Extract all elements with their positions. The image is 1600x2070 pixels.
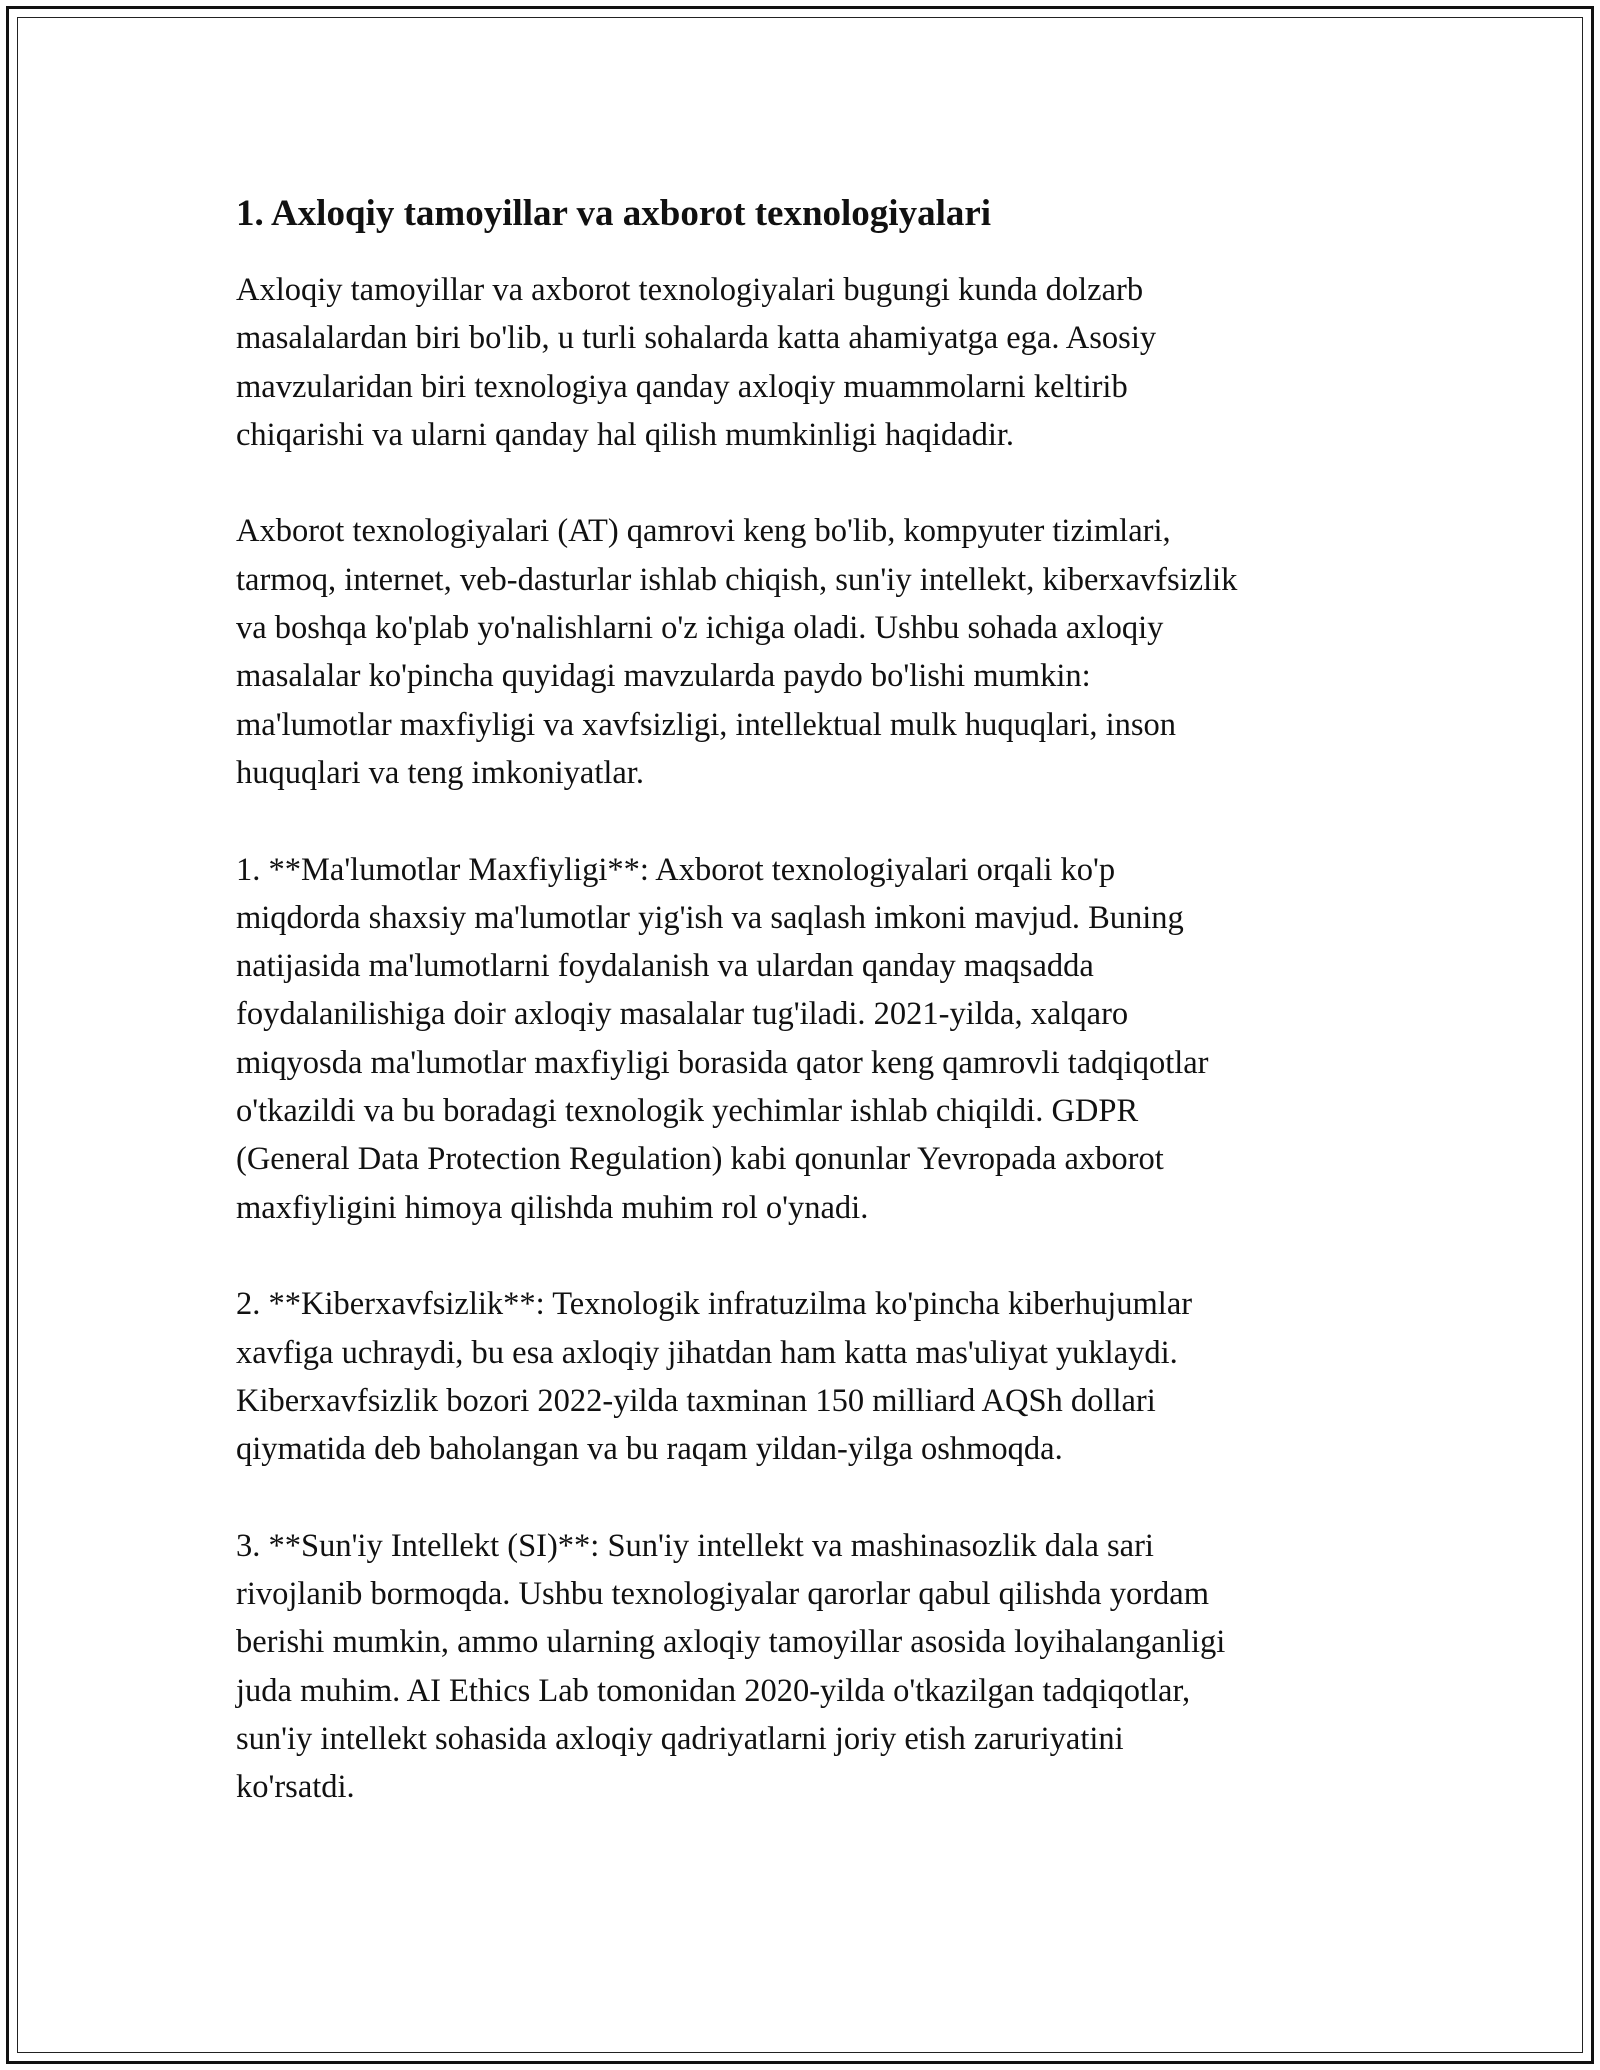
paragraph-cybersecurity: 2. **Kiberxavfsizlik**: Texnologik infratuzilma ko'pincha kiberhujumlar xavfiga uchraydi, bu esa axloqiy jihatdan ham katta mas'uliyat yuklaydi. Kiberxavfsizlik bozori 2022-yilda taxminan 150 milliard AQSh dollari qiymatida deb baholangan va bu raqam yildan-yilga oshmoqda. — [236, 1286, 1193, 1468]
section-title: 1. Axloqiy tamoyillar va axborot texnologiyalari — [236, 193, 992, 234]
document-body — [236, 184, 1376, 1860]
paragraph-it-scope: Axborot texnologiyalari (AT) qamrovi keng bo'lib, kompyuter tizimlari, tarmoq, internet, veb-dasturlar ishlab chiqish, sun'iy intellekt, kiberxavfsizlik va boshqa ko'plab yo'nalishlarni o'z ichiga oladi. Ushbu sohada axloqiy masalalar ko'pincha quyidagi mavzularda paydo bo'lishi mumkin: ma'lumotlar maxfiyligi va xavfsizligi, intellektual mulk huquqlari, inson huquqlari va teng imkoniyatlar. — [236, 513, 1238, 791]
paragraph-data-privacy: 1. **Ma'lumotlar Maxfiyligi**: Axborot texnologiyalari orqali ko'p miqdorda shaxsiy ma'lumotlar yig'ish va saqlash imkoni mavjud. Buning natijasida ma'lumotlarni foydalanish va ulardan qanday maqsadda foydalanilishiga doir axloqiy masalalar tug'iladi. 2021-yilda, xalqaro miqyosda ma'lumotlar maxfiyligi borasida qator keng qamrovli tadqiqotlar o'tkazildi va bu boradagi texnologik yechimlar ishlab chiqildi. GDPR (General Data Protection Regulation) kabi qonunlar Yevropada axborot maxfiyligini himoya qilishda muhim rol o'ynadi. — [236, 851, 1209, 1226]
paragraph-artificial-intelligence: 3. **Sun'iy Intellekt (SI)**: Sun'iy intellekt va mashinasozlik dala sari rivojlanib bormoqda. Ushbu texnologiyalar qarorlar qabul qilishda yordam berishi mumkin, ammo ularning axloqiy tamoyillar asosida loyihalanganligi juda muhim. AI Ethics Lab tomonidan 2020-yilda o'tkazilgan tadqiqotlar, sun'iy intellekt sohasida axloqiy qadriyatlarni joriy etish zaruriyatini ko'rsatdi. — [236, 1527, 1226, 1806]
paragraph-intro: Axloqiy tamoyillar va axborot texnologiyalari bugungi kunda dolzarb masalalardan biri bo'lib, u turli sohalarda katta ahamiyatga ega. Asosiy mavzularidan biri texnologiya qanday axloqiy muammolarni keltirib chiqarishi va ularni qanday hal qilish mumkinligi haqidadir. — [236, 272, 1157, 453]
